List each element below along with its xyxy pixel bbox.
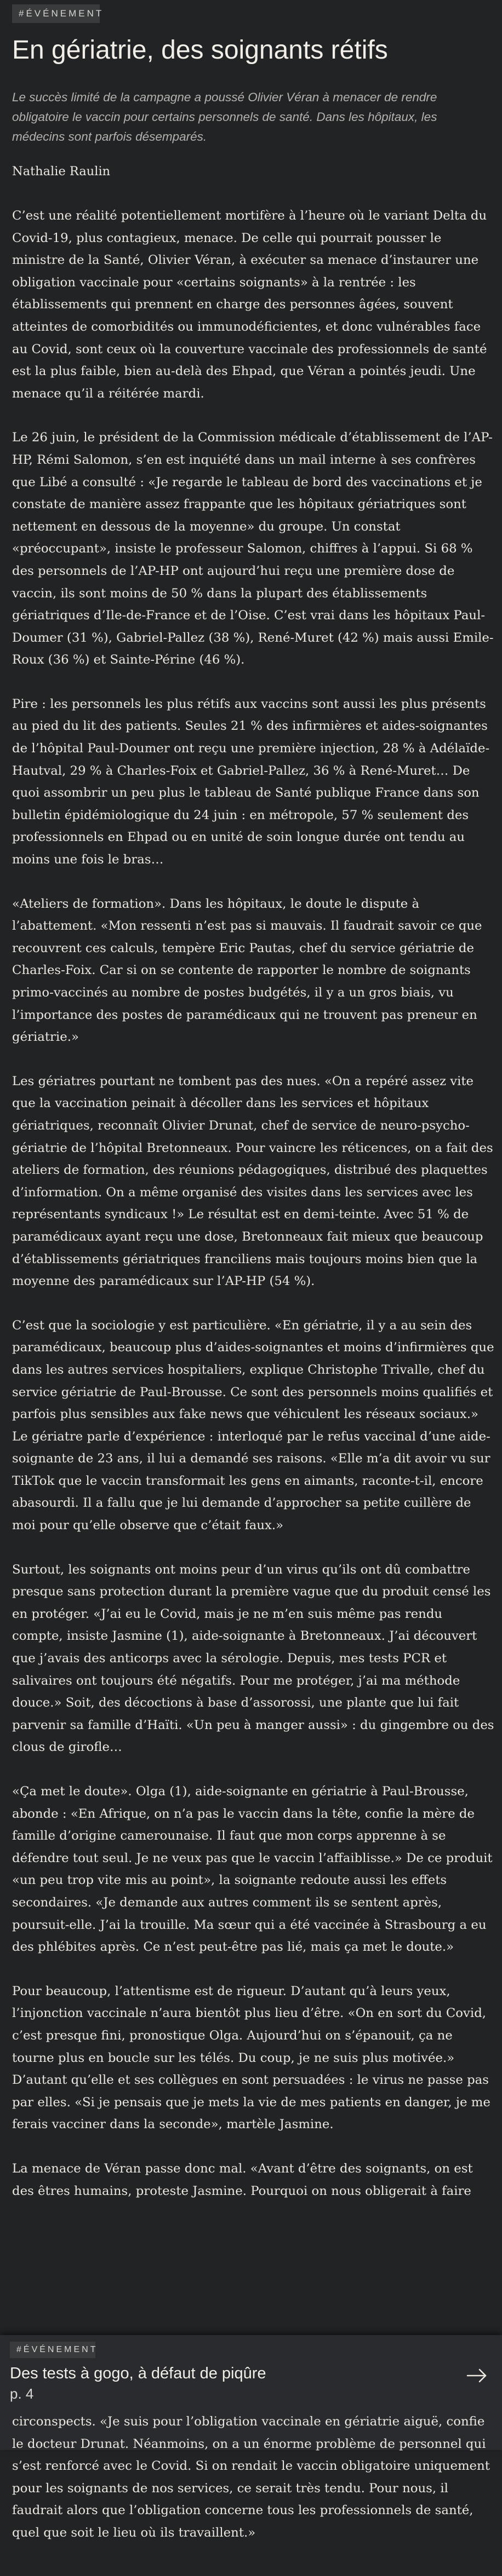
article-headline: En gériatrie, des soignants rétifs [12,36,388,65]
article-body [12,205,494,2224]
article-paragraph: «Ça met le doute». Olga (1), aide-soignante en gériatrie à Paul-Brousse, abonde : «En Afrique, on n’a pas le vaccin dans la tête, confie la mère de famille d’origine camerounaise. Il faut que mon corps apprenne à se défendre tout seul. Je ne veux pas que le vaccin l’affaiblisse.» De ce produit «un peu trop vite mis au point», la soignante redoute aussi les effets secondaires. «Je demande aux autres comment ils se sentent après, poursuit-elle. J’ai la trouille. Ma sœur qui a été vaccinée à Strasbourg a eu des phlébites après. Ce n’est peut-être pas lié, mais ça met le doute.» [12,1784,493,1955]
article-paragraph: circonspects. «Je suis pour l’obligation vaccinale en gériatrie aiguë, confie le docteur Drunat. Néanmoins, on a un énorme problème de personnel qui s’est renforcé avec le Covid. Si on rendait le vaccin obligatoire uniquement pour les soignants de nos services, ce serait très tendu. Pour nous, il faudrait alors que l’obligation concerne tous les professionnels de santé, quel que soit le lieu où ils travaillent.» [12,2414,490,2540]
teaser-section-tag: #ÉVÉNEMENT [10,2342,95,2358]
article-paragraph: Surtout, les soignants ont moins peur d’un virus qu’ils ont dû combattre presque sans protection durant la première vague que du produit censé les en protéger. «J’ai eu le Covid, mais je ne m’en suis même pas rendu compte, insiste Jasmine (1), aide-soignante à Bretonneaux. J’ai découvert que j’avais des anticorps avec la sérologie. Depuis, mes tests PCR et salivaires ont toujours été négatifs. Pour me protéger, j’ai ma méthode douce.» Soit, des décoctions à base d’assorossi, une plante que lui fait parvenir sa famille d’Haïti. «Un peu à manger aussi» : du gingembre ou des clous de girofle… [12,1562,494,1755]
article-paragraph: Pire : les personnels les plus rétifs aux vaccins sont aussi les plus présents au pied du lit des patients. Seules 21 % des infirmières et aides-soignantes de l’hôpital Paul-Doumer ont reçu une première injection, 28 % à Adélaïde-Hautval, 29 % à Charles-Foix et Gabriel-Pallez, 36 % à René-Muret… De quoi assombrir un peu plus le tableau de Santé publique France dans son bulletin épidémiologique du 24 juin : en métropole, 57 % seulement des professionnels en Ehpad ou en unité de soin longue durée ont tendu au moins une fois le bras… [12,696,490,867]
article-paragraph: C’est une réalité potentiellement mortifère à l’heure où le variant Delta du Covid-19, plus contagieux, menace. De celle qui pourrait pousser le ministre de la Santé, Olivier Véran, à exécuter sa menace d’instaurer une obligation vaccinale pour «certains soignants» à la rentrée : les établissements qui prennent en charge des personnes âgées, souvent atteintes de comorbidités ou immunodéficientes, et donc vulnérables face au Covid, sont ceux où la couverture vaccinale des professionnels de santé est la plus faible, bien au-delà des Ehpad, que Véran a pointés jeudi. Une menace qu’il a réitérée mardi. [12,209,487,401]
arrow-right-icon[interactable] [461,2360,492,2391]
article-author: Nathalie Raulin [12,164,111,178]
article-paragraph: «Ateliers de formation». Dans les hôpitaux, le doute le dispute à l’abattement. «Mon ressenti n’est pas si mauvais. Il faudrait savoir ce que recouvrent ces calculs, tempère Eric Pautas, chef du service gériatrie de Charles-Foix. Car si on se contente de rapporter le nombre de soignants primo-vaccinés au nombre de postes budgétés, il y a un gros biais, vu l’importance des postes de paramédicaux qui ne trouvent pas preneur en gériatrie.» [12,896,482,1045]
article-paragraph: La menace de Véran passe donc mal. «Avant d’être des soignants, on est des êtres humains, proteste Jasmine. Pourquoi on nous obligerait à faire [12,2161,473,2198]
teaser-title[interactable]: Des tests à gogo, à défaut de piqûre [10,2365,266,2382]
article-lead: Le succès limité de la campagne a poussé Olivier Véran à menacer de rendre obligatoire le vaccin pour certains personnels de santé. Dans les hôpitaux, les médecins sont parfois désemparés. [12,90,437,143]
article-continuation [12,2411,494,2544]
article-paragraph: Les gériatres pourtant ne tombent pas des nues. «On a repéré assez vite que la vaccination peinait à décoller dans les services et hôpitaux gériatriques, reconnaît Olivier Drunat, chef de service de neuro-psycho-gériatrie de l’hôpital Bretonneaux. Pour vaincre les réticences, on a fait des ateliers de formation, des réunions pédagogiques, distribué des plaquettes d’information. On a même organisé des visites dans les services avec les représentants syndicaux !» Le résultat est en demi-teinte. Avec 51 % de paramédicaux ayant reçu une dose, Bretonneaux fait mieux que beaucoup d’établissements gériatriques franciliens mais toujours moins bien que la moyenne des paramédicaux sur l’AP-HP (54 %). [12,1074,493,1289]
article-paragraph: Le 26 juin, le président de la Commission médicale d’établissement de l’AP-HP, Rémi Salomon, s’en est inquiété dans un mail interne à ses confrères que Libé a consulté : «Je regarde le tableau de bord des vaccinations et je constate de manière assez frappante que les hôpitaux gériatriques sont nettement en dessous de la moyenne» du groupe. Un constat «préoccupant», insiste le professeur Salomon, chiffres à l’appui. Si 68 % des personnels de l’AP-HP ont aujourd’hui reçu une première dose de vaccin, ils sont moins de 50 % dans la plupart des établissements gériatriques d’Ile-de-France et de l’Oise. C’est vrai dans les hôpitaux Paul-Doumer (31 %), Gabriel-Pallez (38 %), René-Muret (42 %) mais aussi Emile-Roux (36 %) et Sainte-Périne (46 %). [12,430,494,667]
section-tag: #ÉVÉNEMENT [12,4,100,23]
related-article-teaser[interactable] [0,2335,502,2540]
teaser-page-number: p. 4 [10,2385,34,2402]
article-paragraph: Pour beaucoup, l’attentisme est de rigueur. D’autant qu’à leurs yeux, l’injonction vaccinale n’aura bientôt plus lieu d’être. «On en sort du Covid, c’est presque fini, pronostique Olga. Aujourd’hui on s’épanouit, ça ne tourne plus en boucle sur les télés. Du coup, je ne suis plus motivée.» D’autant qu’elle et ses collègues en sont persuadées : le virus ne passe pas par elles. «Si je pensais que je mets la vie de mes patients en danger, je me ferais vacciner dans la seconde», martèle Jasmine. [12,1984,490,2132]
article-paragraph: C’est que la sociologie y est particulière. «En gériatrie, il y a au sein des paramédicaux, beaucoup plus d’aides-soignantes et moins d’infirmières que dans les autres services hospitaliers, explique Christophe Trivalle, chef du service gériatrie de Paul-Brousse. Ce sont des personnels moins qualifiés et parfois plus sensibles aux fake news que véhiculent les réseaux sociaux.» Le gériatre parle d’expérience : interloqué par le refus vaccinal d’une aide-soignante de 23 ans, il lui a demandé ses raisons. «Elle m’a dit avoir vu sur TikTok que le vaccin transformait les gens en aimants, raconte-t-il, encore abasourdi. Il a fallu que je lui demande d’approcher sa petite cuillère de moi pour qu’elle observe que c’était faux.» [12,1318,494,1533]
